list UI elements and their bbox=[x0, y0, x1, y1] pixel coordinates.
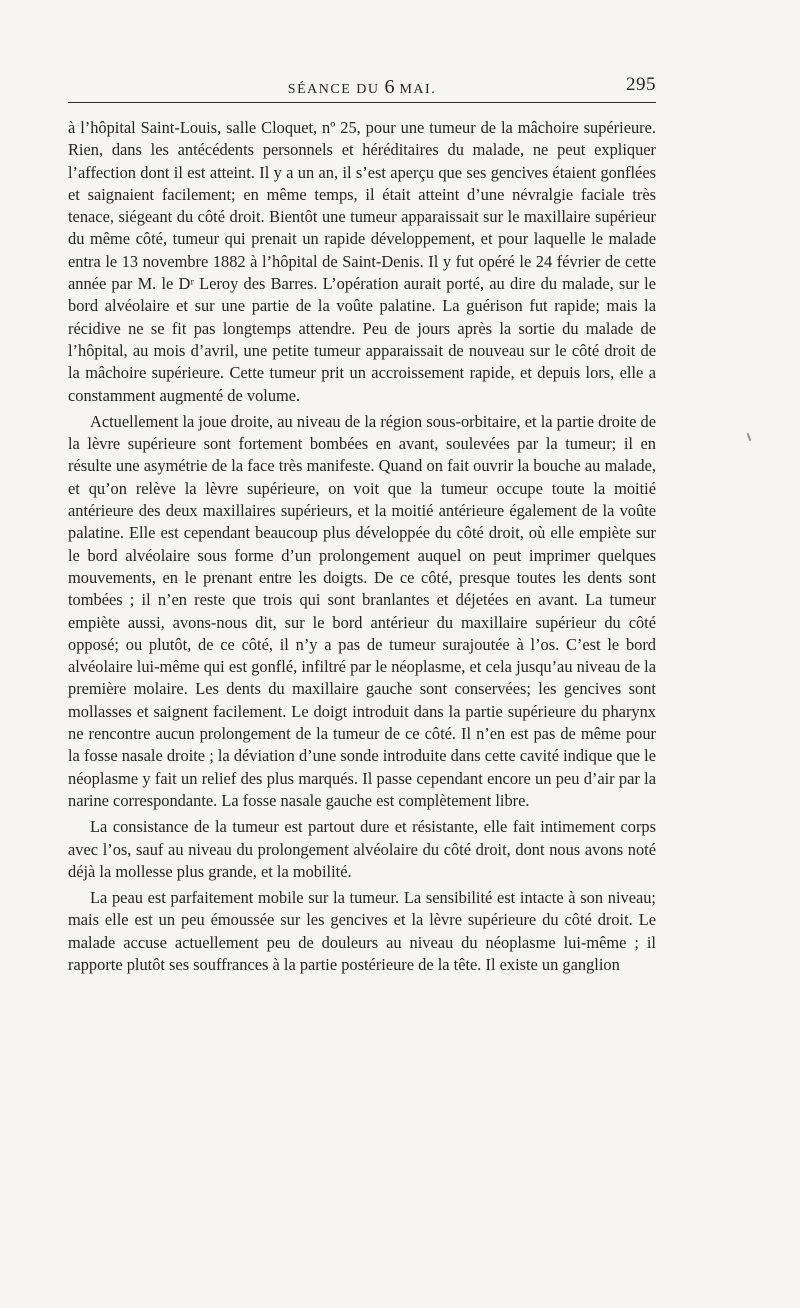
running-header bbox=[68, 74, 656, 102]
running-title-pre: SÉANCE DU bbox=[287, 82, 385, 97]
body-text bbox=[68, 117, 656, 976]
paragraph-peau: La peau est parfaitement mobile sur la tumeur. La sensibilité est intacte à son niveau; mais elle est un peu émoussée sur les gencives et la lèvre supérieure du côté droit. Le malade accuse actuellement peu de douleurs au niveau du néoplasme lui-même ; il rapporte plutôt ses souffrances à la partie postérieure de la tête. Il existe un ganglion bbox=[68, 888, 656, 974]
paragraph-continued: à l’hôpital Saint-Louis, salle Cloquet, nº 25, pour une tumeur de la mâchoire supérieure. Rien, dans les antécédents personnels et héréditaires du malade, ne peut expliquer l’affection dont il est atteint. Il y a un an, il s’est aperçu que ses gencives étaient gonflées et saignaient facilement; en même temps, il était atteint d’une névralgie faciale très tenace, siégeant du côté droit. Bientôt une tumeur apparaissait sur le maxillaire supérieur du même côté, tumeur qui prenait un rapide développement, et pour laquelle le malade entra le 13 novembre 1882 à l’hôpital de Saint-Denis. Il y fut opéré le 24 février de cette année par M. le Dʳ Leroy des Barres. L’opération aurait porté, au dire du malade, sur le bord alvéolaire et sur une partie de la voûte palatine. La guérison fut rapide; mais la récidive ne se fit pas longtemps attendre. Peu de jours après la sortie du malade de l’hôpital, au mois d’avril, une petite tumeur apparaissait de nouveau sur le côté droit de la mâchoire supérieure. Cette tumeur prit un accroissement rapide, et depuis lors, elle a constamment augmenté de volume. bbox=[68, 118, 656, 405]
running-title bbox=[68, 76, 656, 99]
paragraph-consistance: La consistance de la tumeur est partout dure et résistante, elle fait intimement corps avec l’os, sauf au niveau du prolongement alvéolaire du côté droit, dont nous avons noté déjà la mollesse plus grande, et la mobilité. bbox=[68, 817, 656, 881]
stray-print-mark bbox=[747, 433, 752, 441]
page-number: 295 bbox=[626, 74, 656, 95]
book-page bbox=[68, 74, 656, 976]
header-rule bbox=[68, 102, 656, 103]
paragraph-actuellement: Actuellement la joue droite, au niveau de la région sous-orbitaire, et la partie droite de la lèvre supérieure sont fortement bombées en avant, soulevées par la tumeur; il en résulte une asymétrie de la face très manifeste. Quand on fait ouvrir la bouche au malade, et qu’on relève la lèvre supérieure, on voit que la tumeur occupe toute la moitié antérieure des deux maxillaires supérieurs, et la moitié antérieure également de la voûte palatine. Elle est cependant beaucoup plus développée du côté droit, où elle empiète sur le bord alvéolaire sous forme d’un prolongement auquel on peut imprimer quelques mouvements, en le prenant entre les doigts. De ce côté, presque toutes les dents sont tombées ; il n’en reste que trois qui sont branlantes et déjetées en avant. La tumeur empiète aussi, avons-nous dit, sur le bord antérieur du maxillaire supérieur du côté opposé; ou plutôt, de ce côté, il n’y a pas de tumeur surajoutée à l’os. C’est le bord alvéolaire lui-même qui est gonflé, infiltré par le néoplasme, et cela jusqu’au niveau de la première molaire. Les dents du maxillaire gauche sont conservées; les gencives sont mollasses et saignent facilement. Le doigt introduit dans la partie supérieure du pharynx ne rencontre aucun prolongement de la tumeur de ce côté. Il n’en est pas de même pour la fosse nasale droite ; la déviation d’une sonde introduite dans cette cavité indique que le néoplasme y fait un relief des plus marqués. Il passe cependant encore un peu d’air par la narine correspondante. La fosse nasale gauche est complètement libre. bbox=[68, 411, 656, 810]
running-title-month: MAI. bbox=[394, 82, 437, 97]
running-title-day: 6 bbox=[384, 76, 395, 98]
